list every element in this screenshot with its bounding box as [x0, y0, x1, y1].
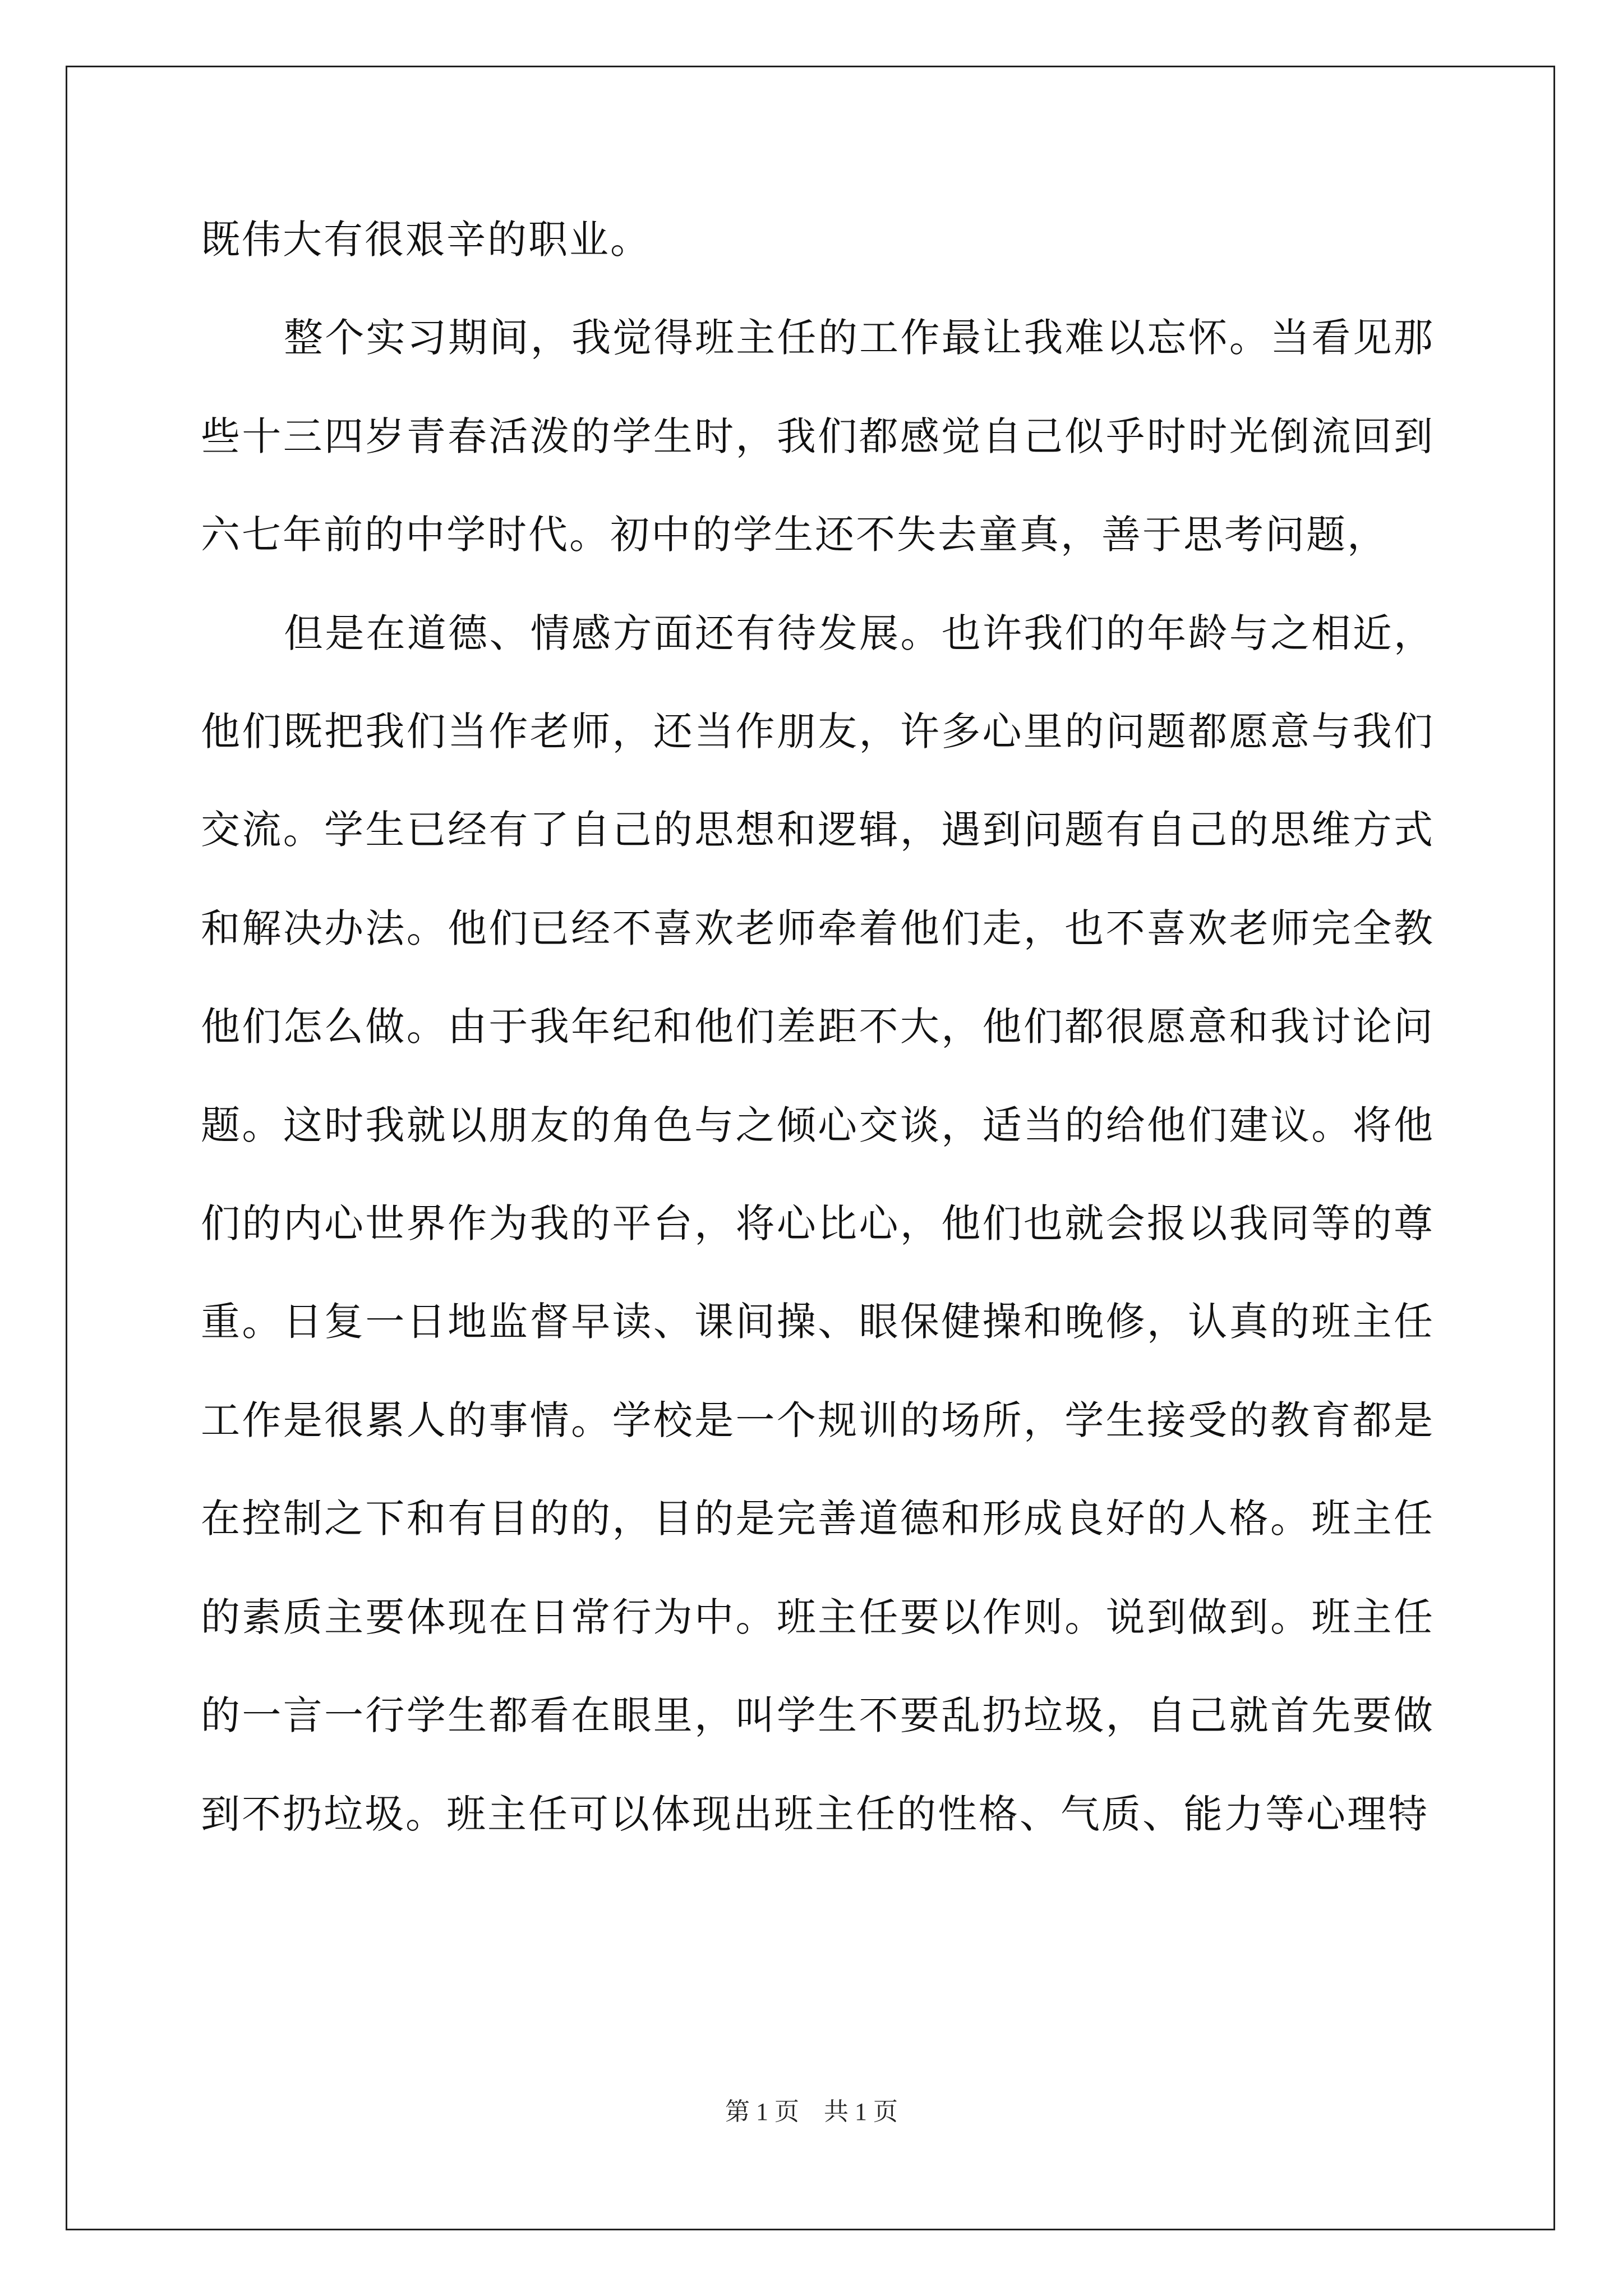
document-body — [201, 191, 1435, 1864]
paragraph-1: 既伟大有很艰辛的职业。 — [201, 217, 651, 263]
page-footer: 第 1 页 共 1 页 — [725, 2098, 898, 2125]
paragraph-2: 整个实习期间，我觉得班主任的工作最让我难以忘怀。当看见那些十三四岁青春活泼的学生时，我们都感觉自己似乎时时光倒流回到六七年前的中学时代。初中的学生还不失去童真，善于思考问题， — [201, 315, 1435, 558]
paragraph-3: 但是在道德、情感方面还有待发展。也许我们的年龄与之相近，他们既把我们当作老师，还当作朋友，许多心里的问题都愿意与我们交流。学生已经有了自己的思想和逻辑，遇到问题有自己的思维方式和解决办法。他们已经不喜欢老师牵着他们走，也不喜欢老师完全教他们怎么做。由于我年纪和他们差距不大，他们都很愿意和我讨论问题。这时我就以朋友的角色与之倾心交谈，适当的给他们建议。将他们的内心世界作为我的平台，将心比心，他们也就会报以我同等的尊重。日复一日地监督早读、课间操、眼保健操和晚修，认真的班主任工作是很累人的事情。学校是一个规训的场所，学生接受的教育都是在控制之下和有目的的，目的是完善道德和形成良好的人格。班主任的素质主要体现在日常行为中。班主任要以作则。说到做到。班主任的一言一行学生都看在眼里，叫学生不要乱扔垃圾，自己就首先要做到不扔垃圾。班主任可以体现出班主任的性格、气质、能力等心理特 — [201, 610, 1435, 1837]
